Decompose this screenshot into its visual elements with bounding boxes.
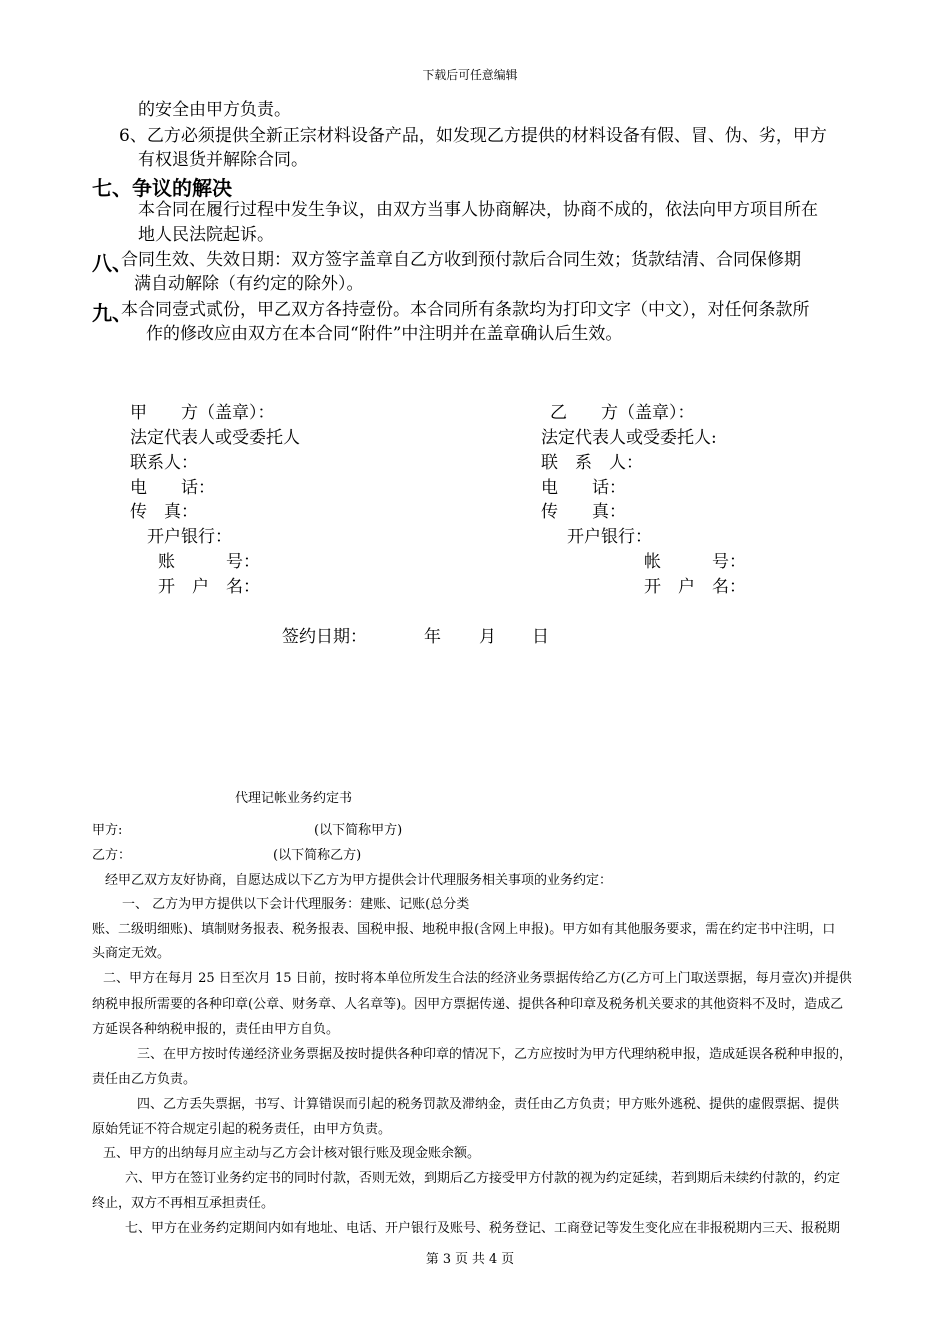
agreement-item-6-cont: 终止，双方不再相互承担责任。 xyxy=(92,1196,275,1211)
page-header: 下载后可任意编辑 xyxy=(422,68,518,82)
agreement-item-7: 七、甲方在业务约定期间内如有地址、电话、开户银行及账号、税务登记、工商登记等发生变化应在非报税期内三天、报税期 xyxy=(125,1221,841,1236)
party-b-contact: 联 系 人： xyxy=(541,453,643,473)
party-a-rep: 法定代表人或受委托人 xyxy=(130,428,300,448)
agreement-item-1: 一、 乙方为甲方提供以下会计代理服务：建账、记账(总分类 xyxy=(122,897,470,912)
agreement-item-2-end: 方延误各种纳税申报的，责任由甲方自负。 xyxy=(92,1022,340,1037)
party-b-bank: 开户银行： xyxy=(567,527,652,547)
contract-line: 的安全由甲方负责。 xyxy=(138,100,291,120)
party-a-contact: 联系人： xyxy=(130,453,198,473)
signing-date-day: 日 xyxy=(532,627,549,647)
agreement-intro: 经甲乙双方友好协商，自愿达成以下乙方为甲方提供会计代理服务相关事项的业务约定： xyxy=(105,873,613,888)
section-8-text: 合同生效、失效日期：双方签字盖章自乙方收到预付款后合同生效；货款结清、合同保修期 xyxy=(121,250,801,270)
agreement-item-6: 六、甲方在签订业务约定书的同时付款，否则无效，到期后乙方接受甲方付款的视为约定延续，若到期后未续约付款的，约定 xyxy=(125,1171,841,1186)
agreement-item-2-cont: 纳税申报所需要的各种印章(公章、财务章、人名章等)。因甲方票据传递、提供各种印章及税务机关要求的其他资料不及时，造成乙 xyxy=(92,997,844,1012)
section-8-text-cont: 满自动解除（有约定的除外）。 xyxy=(134,274,364,294)
party-a-phone: 电 话： xyxy=(130,478,215,498)
signing-date-year: 年 xyxy=(424,627,441,647)
section-9-number: 九、 xyxy=(92,301,132,325)
agreement-item-1-cont: 账、二级明细账)、填制财务报表、税务报表、国税申报、地税申报(含网上申报)。甲方如有其他服务要求，需在约定书中注明，口 xyxy=(92,922,836,937)
section-9-text-cont: 作的修改应由双方在本合同“附件”中注明并在盖章确认后生效。 xyxy=(146,324,623,344)
party-b-account-name: 开 户 名： xyxy=(644,577,746,597)
contract-item-6: 6、乙方必须提供全新正宗材料设备产品，如发现乙方提供的材料设备有假、冒、伪、劣，甲方 xyxy=(119,126,827,146)
section-7-title: 七、争议的解决 xyxy=(92,176,232,200)
party-a-account-name: 开 户 名： xyxy=(158,577,260,597)
agreement-item-3: 三、在甲方按时传递经济业务票据及按时提供各种印章的情况下，乙方应按时为甲方代理纳税申报，造成延误各税种申报的， xyxy=(137,1047,853,1062)
agreement-item-3-cont: 责任由乙方负责。 xyxy=(92,1072,197,1087)
signing-date-month: 月 xyxy=(479,627,496,647)
signing-date-label: 签约日期： xyxy=(282,627,367,647)
party-a-name: 甲 方（盖章）： xyxy=(130,403,275,423)
party-b-phone: 电 话： xyxy=(541,478,626,498)
party-a-fax: 传 真： xyxy=(130,502,198,522)
agreement-item-5: 五、甲方的出纳每月应主动与乙方会计核对银行账及现金账余额。 xyxy=(103,1146,481,1161)
agreement-party-b: 乙方： xyxy=(92,848,132,863)
party-b-account: 帐 号： xyxy=(644,552,746,572)
party-a-account: 账 号： xyxy=(158,552,260,572)
section-7-text: 本合同在履行过程中发生争议，由双方当事人协商解决，协商不成的，依法向甲方项目所在 xyxy=(138,200,818,220)
party-b-name: 乙 方（盖章）： xyxy=(550,403,695,423)
agreement-party-a: 甲方: xyxy=(92,823,123,838)
section-9-text: 本合同壹式贰份，甲乙双方各持壹份。本合同所有条款均为打印文字（中文），对任何条款所 xyxy=(121,300,810,320)
agreement-party-b-note: (以下简称乙方) xyxy=(273,848,362,863)
agreement-item-2: 二、甲方在每月 25 日至次月 15 日前，按时将本单位所发生合法的经济业务票据传给乙方(乙方可上门取送票据，每月壹次)并提供 xyxy=(103,971,852,986)
agreement-item-4-cont: 原始凭证不符合规定引起的税务责任，由甲方负责。 xyxy=(92,1122,392,1137)
agreement-title: 代理记帐业务约定书 xyxy=(235,791,353,806)
party-a-bank: 开户银行： xyxy=(147,527,232,547)
party-b-rep: 法定代表人或受委托人: xyxy=(541,428,717,448)
agreement-item-4: 四、乙方丢失票据，书写、计算错误而引起的税务罚款及滞纳金，责任由乙方负责；甲方账外逃税、提供的虚假票据、提供 xyxy=(137,1097,840,1112)
contract-item-6-cont: 有权退货并解除合同。 xyxy=(138,150,308,170)
section-8-number: 八、 xyxy=(92,251,132,275)
party-b-fax: 传 真： xyxy=(541,502,626,522)
agreement-party-a-note: (以下简称甲方) xyxy=(314,823,403,838)
page-footer: 第 3 页 共 4 页 xyxy=(425,1252,515,1267)
agreement-item-1-end: 头商定无效。 xyxy=(92,946,171,961)
section-7-text-cont: 地人民法院起诉。 xyxy=(138,225,274,245)
